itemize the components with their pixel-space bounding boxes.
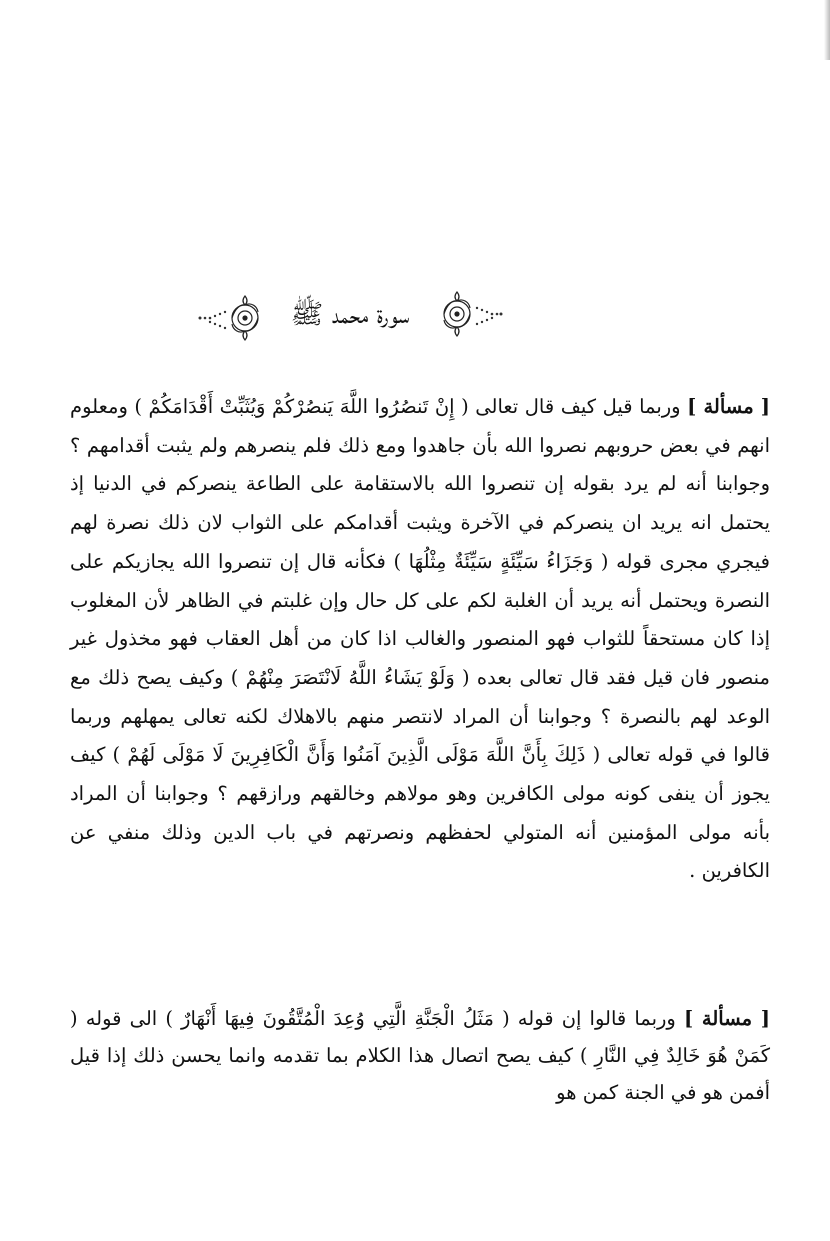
right-rosette: [444, 292, 470, 336]
surah-title: سورة محمد ﷺ: [290, 299, 410, 330]
masala-label: [ مسألة ]: [687, 395, 770, 418]
left-dot-trail: [199, 311, 227, 329]
surah-title-ornament: [195, 288, 505, 346]
paragraph-text: وربما قالوا إن قوله ( مَثَلُ الْجَنَّةِ الَّتِي وُعِدَ الْمُتَّقُونَ فِيهَا أَنْهَارٌ ) الى قوله ( كَمَنْ هُوَ خَالِدٌ فِي النَّارِ ) كيف يصح اتصال هذا الكلام بما تقدمه وانما يحسن ذلك إذا قيل أفمن هو في الجنة كمن هو: [70, 1007, 770, 1104]
left-rosette: [232, 296, 258, 340]
scan-edge-shadow: [824, 0, 830, 60]
paragraph-masala-1: [70, 388, 770, 891]
right-dot-trail: [476, 307, 503, 325]
masala-label: [ مسألة ]: [683, 1007, 770, 1030]
paragraph-masala-2: [70, 1000, 770, 1111]
paragraph-text: وربما قيل كيف قال تعالى ( إِنْ تَنصُرُوا اللَّهَ يَنصُرْكُمْ وَيُثَبِّتْ أَقْدَامَكُمْ ) ومعلوم انهم في بعض حروبهم نصروا الله بأن جاهدوا ومع ذلك فلم ينصرهم ولم يثبت أقدامهم ؟ وجوابنا أنه لم يرد بقوله إن تنصروا الله بالاستقامة على الطاعة ينصركم في الدنيا إذ يحتمل انه يريد ان ينصركم في الآخرة ويثبت أقدامكم على الثواب لان ذلك نصرة لهم فيجري مجرى قوله ( وَجَزَاءُ سَيِّئَةٍ سَيِّئَةٌ مِثْلُهَا ) فكأنه قال إن تنصروا الله يجازيكم على النصرة ويحتمل أنه يريد أن الغلبة لكم على كل حال وإن غلبتم في الظاهر لأن المغلوب إذا كان مستحقاً للثواب فهو المنصور والغالب اذا كان من أهل العقاب فهو مخذول غير منصور فان قيل فقد قال تعالى بعده ( وَلَوْ يَشَاءُ اللَّهُ لَانْتَصَرَ مِنْهُمْ ) وكيف يصح ذلك مع الوعد لهم بالنصرة ؟ وجوابنا أن المراد لانتصر منهم بالاهلاك لكنه تعالى يمهلهم وربما قالوا في قوله تعالى ( ذَلِكَ بِأَنَّ اللَّهَ مَوْلَى الَّذِينَ آمَنُوا وَأَنَّ الْكَافِرِينَ لَا مَوْلَى لَهُمْ ) كيف يجوز أن ينفى كونه مولى الكافرين وهو مولاهم وخالقهم ورازقهم ؟ وجوابنا أن المراد بأنه مولى المؤمنين أنه المتولي لحفظهم ونصرتهم في باب الدين وذلك منفي عن الكافرين .: [70, 395, 770, 883]
